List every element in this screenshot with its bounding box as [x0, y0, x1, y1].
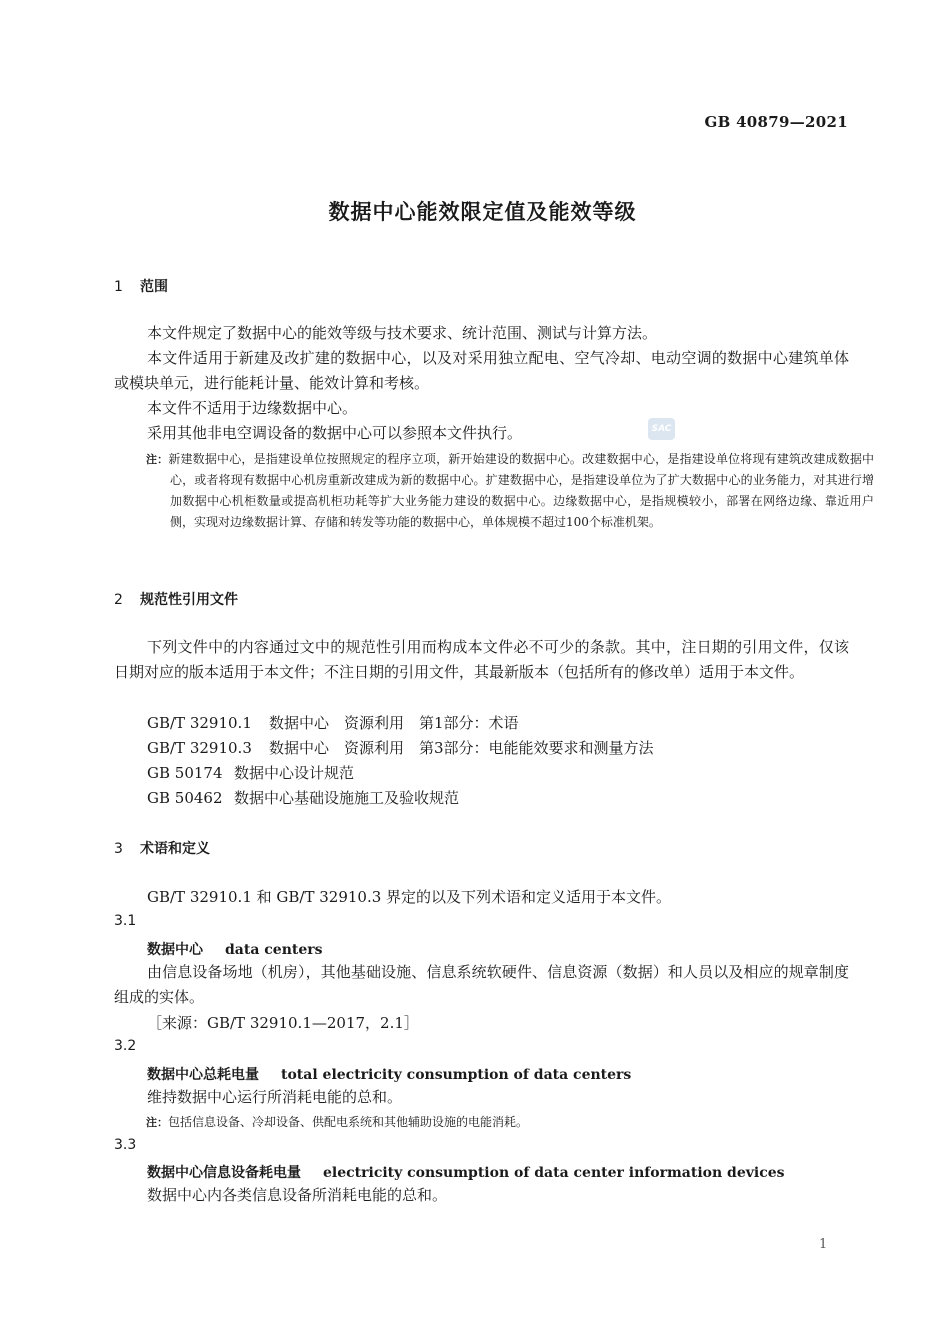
- reference-item: [147, 737, 654, 758]
- section-heading-references: [114, 589, 238, 609]
- term-name-zh: 数据中心总耗电量: [147, 1067, 259, 1083]
- section-title: 规范性引用文件: [140, 592, 238, 608]
- paragraph: 由信息设备场地（机房），其他基础设施、信息系统软硬件、信息资源（数据）和人员以及相应的规章制度组成的实体。: [114, 963, 849, 1006]
- reference-item: [147, 712, 519, 733]
- reference-title: 数据中心基础设施施工及验收规范: [234, 789, 460, 807]
- scope-paragraphs: [114, 321, 849, 446]
- reference-item: [147, 787, 459, 808]
- paragraph: 下列文件中的内容通过文中的规范性引用而构成本文件必不可少的条款。其中，注日期的引用文件，仅该日期对应的版本适用于本文件；不注日期的引用文件，其最新版本（包括所有的修改单）适用于本文件。: [114, 638, 849, 681]
- term-name-en: electricity consumption of data center information devices: [323, 1165, 785, 1181]
- term-note: [146, 1112, 850, 1133]
- term-source: ［来源：GB/T 32910.1—2017，2.1］: [147, 1014, 419, 1032]
- standard-code: GB 40879—2021: [704, 113, 848, 131]
- section-heading-terms: [114, 838, 210, 858]
- reference-item: [147, 762, 354, 783]
- paragraph: 数据中心内各类信息设备所消耗电能的总和。: [147, 1186, 448, 1204]
- term-definition: [114, 1183, 849, 1208]
- terms-intro: [114, 885, 849, 910]
- term-name-en: data centers: [225, 942, 323, 958]
- section-title: 范围: [140, 279, 168, 295]
- note-label: 注：: [146, 453, 169, 466]
- reference-title: 数据中心 资源利用 第3部分：电能能效要求和测量方法: [269, 739, 654, 757]
- term-heading: [147, 1162, 785, 1182]
- sac-watermark-logo: SAC: [648, 418, 675, 440]
- term-name-en: total electricity consumption of data centers: [281, 1067, 632, 1083]
- term-name-zh: 数据中心: [147, 942, 203, 958]
- term-definition: [114, 960, 849, 1010]
- section-number: 3: [114, 841, 123, 857]
- reference-code: GB/T 32910.3: [147, 739, 252, 757]
- paragraph: 本文件不适用于边缘数据中心。: [147, 399, 358, 417]
- note-text: 新建数据中心，是指建设单位按照规定的程序立项，新开始建设的数据中心。改建数据中心，是指建设单位将现有建筑改建成数据中心，或者将现有数据中心机房重新改建成为新的数据中心。扩建数据中心，是指建设单位为了扩大数据中心的业务能力，对其进行增加数据中心机柜数量或提高机柜功耗等扩大业务能力建设的数据中心。边缘数据中心，是指规模较小，部署在网络边缘、靠近用户侧，实现对边缘数据计算、存储和转发等功能的数据中心，单体规模不超过100个标准机架。: [168, 452, 874, 529]
- note-label: 注：: [146, 1116, 168, 1129]
- paragraph: 本文件适用于新建及改扩建的数据中心，以及对采用独立配电、空气冷却、电动空调的数据中心建筑单体或模块单元，进行能耗计量、能效计算和考核。: [114, 349, 849, 392]
- term-number: 3.2: [114, 1038, 137, 1054]
- term-heading: [147, 939, 323, 959]
- term-definition: [114, 1085, 849, 1110]
- reference-code: GB 50462: [147, 789, 223, 807]
- reference-code: GB 50174: [147, 764, 223, 782]
- note-text: 包括信息设备、冷却设备、供配电系统和其他辅助设施的电能消耗。: [168, 1115, 529, 1129]
- page-number: 1: [819, 1237, 828, 1252]
- term-number: 3.1: [114, 913, 137, 929]
- term-name-zh: 数据中心信息设备耗电量: [147, 1165, 301, 1181]
- paragraph: 本文件规定了数据中心的能效等级与技术要求、统计范围、测试与计算方法。: [147, 324, 658, 342]
- paragraph: 维持数据中心运行所消耗电能的总和。: [147, 1088, 403, 1106]
- section-number: 2: [114, 592, 123, 608]
- paragraph: GB/T 32910.1 和 GB/T 32910.3 界定的以及下列术语和定义适用于本文件。: [147, 888, 672, 906]
- reference-title: 数据中心 资源利用 第1部分：术语: [269, 714, 519, 732]
- term-heading: [147, 1064, 631, 1084]
- reference-code: GB/T 32910.1: [147, 714, 252, 732]
- term-number: 3.3: [114, 1137, 137, 1153]
- reference-title: 数据中心设计规范: [234, 764, 355, 782]
- section-number: 1: [114, 279, 123, 295]
- document-title: 数据中心能效限定值及能效等级: [328, 200, 637, 224]
- scope-note: [146, 449, 874, 533]
- paragraph: 采用其他非电空调设备的数据中心可以参照本文件执行。: [147, 424, 523, 442]
- section-title: 术语和定义: [140, 841, 210, 857]
- references-intro: [114, 635, 849, 685]
- section-heading-scope: [114, 276, 168, 296]
